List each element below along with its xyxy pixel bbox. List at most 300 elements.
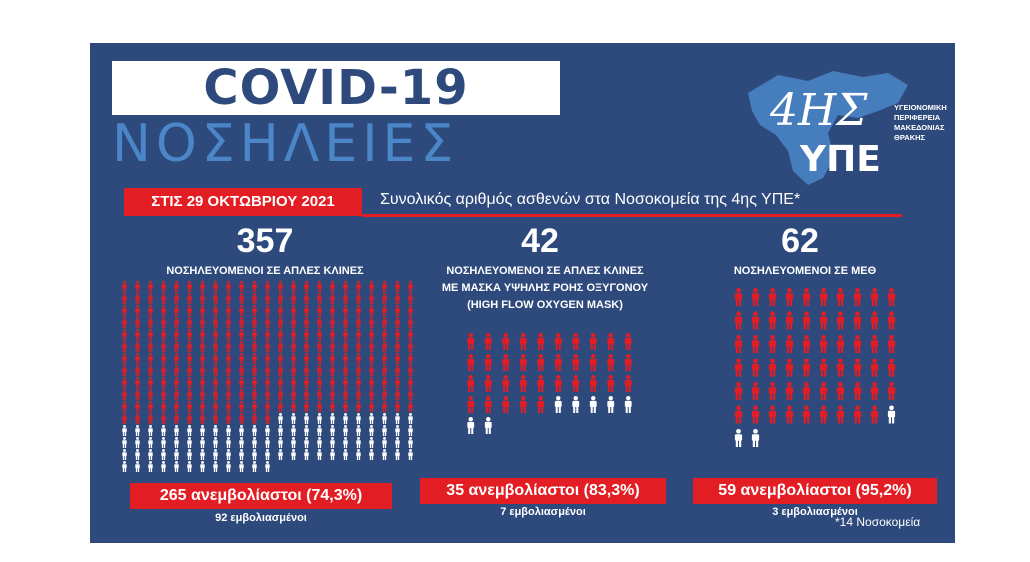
unvaccinated-patient-icon: [607, 354, 614, 371]
vaccinated-patient-icon: [226, 461, 230, 472]
vaccinated-patient-icon: [122, 425, 126, 436]
unvaccinated-patient-icon: [330, 389, 334, 400]
vaccinated-patient-icon: [343, 449, 347, 460]
vaccinated-patient-icon: [356, 437, 360, 448]
vaccinated-patient-icon: [213, 449, 217, 460]
unvaccinated-patient-icon: [239, 305, 243, 316]
unvaccinated-patient-icon: [252, 305, 256, 316]
unvaccinated-patient-icon: [555, 333, 562, 350]
unvaccinated-patient-icon: [291, 353, 295, 364]
unvaccinated-patient-icon: [382, 293, 386, 304]
vaccinated-patient-icon: [343, 413, 347, 424]
unvaccinated-patient-icon: [265, 293, 269, 304]
unvaccinated-patient-icon: [520, 354, 527, 371]
unvaccinated-patient-icon: [135, 365, 139, 376]
unvaccinated-patient-icon: [786, 335, 793, 353]
unvaccinated-patient-icon: [735, 382, 742, 400]
unvaccinated-patient-icon: [122, 377, 126, 388]
vaccinated-patient-icon: [304, 413, 308, 424]
unvaccinated-patient-icon: [200, 413, 204, 424]
unvaccinated-patient-icon: [226, 341, 230, 352]
unvaccinated-patient-icon: [369, 281, 373, 292]
unvaccinated-patient-icon: [148, 317, 152, 328]
vaccinated-patient-icon: [735, 429, 742, 447]
vaccinated-patient-icon: [382, 437, 386, 448]
vaccinated-patient-icon: [317, 413, 321, 424]
vaccinated-patient-icon: [161, 425, 165, 436]
unvaccinated-patient-icon: [369, 293, 373, 304]
unvaccinated-patient-icon: [369, 389, 373, 400]
unvaccinated-patient-icon: [226, 353, 230, 364]
unvaccinated-patient-icon: [265, 377, 269, 388]
vaccinated-patient-icon: [330, 413, 334, 424]
unvaccinated-patient-icon: [291, 401, 295, 412]
vaccinated-patient-icon: [304, 437, 308, 448]
unvaccinated-patient-icon: [213, 329, 217, 340]
description: Συνολικός αριθμός ασθενών στα Νοσοκομεία της 4ης ΥΠΕ*: [380, 191, 801, 208]
unvaccinated-patient-icon: [278, 317, 282, 328]
unvaccinated-patient-icon: [382, 389, 386, 400]
unvaccinated-patient-icon: [135, 377, 139, 388]
vaccinated-patient-icon: [161, 437, 165, 448]
vaccinated-patient-icon: [135, 425, 139, 436]
unvaccinated-patient-icon: [187, 389, 191, 400]
unvaccinated-patient-icon: [382, 329, 386, 340]
vaccinated-patient-icon: [200, 449, 204, 460]
unvaccinated-patient-icon: [871, 406, 878, 424]
vaccinated-patient-icon: [485, 417, 492, 434]
unvaccinated-patient-icon: [174, 389, 178, 400]
vaccinated-patient-icon: [291, 425, 295, 436]
unvaccinated-patient-icon: [304, 341, 308, 352]
vaccinated-patient-icon: [122, 461, 126, 472]
unvaccinated-patient-icon: [735, 312, 742, 330]
unvaccinated-patient-icon: [213, 305, 217, 316]
unvaccinated-patient-icon: [343, 377, 347, 388]
unvaccinated-patient-icon: [317, 281, 321, 292]
unvaccinated-patient-icon: [148, 365, 152, 376]
unvaccinated-patient-icon: [148, 401, 152, 412]
unvaccinated-patient-icon: [187, 305, 191, 316]
vaccinated-patient-icon: [174, 425, 178, 436]
unvaccinated-patient-icon: [395, 377, 399, 388]
unvaccinated-patient-icon: [148, 353, 152, 364]
footnote: *14 Νοσοκομεία: [835, 515, 921, 529]
unvaccinated-patient-icon: [213, 293, 217, 304]
unvaccinated-patient-icon: [356, 317, 360, 328]
unvaccinated-patient-icon: [317, 365, 321, 376]
vaccinated-patient-icon: [467, 417, 474, 434]
vaccinated-patient-icon: [252, 437, 256, 448]
unvaccinated-patient-icon: [304, 329, 308, 340]
unvaccinated-patient-icon: [752, 312, 759, 330]
unvaccinated-patient-icon: [395, 389, 399, 400]
unvaccinated-patient-icon: [213, 401, 217, 412]
unvaccinated-patient-icon: [265, 365, 269, 376]
unvaccinated-patient-icon: [356, 329, 360, 340]
unvaccinated-patient-icon: [161, 377, 165, 388]
unvaccinated-patient-icon: [572, 333, 579, 350]
vaccinated-patient-icon: [330, 437, 334, 448]
unvaccinated-patient-icon: [837, 406, 844, 424]
logo-line: ΜΑΚΕΔΟΝΙΑΣ: [894, 123, 945, 132]
unvaccinated-patient-icon: [369, 401, 373, 412]
unvaccinated-patient-icon: [148, 413, 152, 424]
unvaccinated-patient-icon: [356, 341, 360, 352]
unvaccinated-patient-icon: [317, 329, 321, 340]
unvaccinated-patient-icon: [803, 288, 810, 306]
unvaccinated-patient-icon: [278, 389, 282, 400]
unvaccinated-patient-icon: [135, 293, 139, 304]
vaccinated-patient-icon: [278, 449, 282, 460]
unvaccinated-patient-icon: [265, 413, 269, 424]
vaccinated-patient-icon: [187, 425, 191, 436]
unvaccinated-patient-icon: [135, 353, 139, 364]
unvaccinated-patient-icon: [278, 401, 282, 412]
vaccinated-patient-icon: [265, 449, 269, 460]
unvaccinated-patient-icon: [888, 359, 895, 377]
group-1-vaccinated: 92 εμβολιασμένοι: [215, 512, 307, 524]
vaccinated-patient-icon: [174, 449, 178, 460]
vaccinated-patient-icon: [265, 461, 269, 472]
unvaccinated-patient-icon: [304, 293, 308, 304]
unvaccinated-patient-icon: [356, 365, 360, 376]
vaccinated-patient-icon: [239, 461, 243, 472]
unvaccinated-patient-icon: [854, 312, 861, 330]
unvaccinated-patient-icon: [467, 354, 474, 371]
vaccinated-patient-icon: [161, 449, 165, 460]
vaccinated-patient-icon: [278, 425, 282, 436]
unvaccinated-patient-icon: [871, 335, 878, 353]
vaccinated-patient-icon: [213, 437, 217, 448]
logo-acronym: ΥΠΕ: [800, 139, 881, 180]
unvaccinated-patient-icon: [174, 293, 178, 304]
unvaccinated-patient-icon: [213, 413, 217, 424]
vaccinated-patient-icon: [408, 413, 412, 424]
unvaccinated-patient-icon: [161, 293, 165, 304]
unvaccinated-patient-icon: [888, 288, 895, 306]
unvaccinated-patient-icon: [343, 401, 347, 412]
unvaccinated-patient-icon: [330, 365, 334, 376]
unvaccinated-patient-icon: [485, 375, 492, 392]
unvaccinated-patient-icon: [135, 329, 139, 340]
unvaccinated-patient-icon: [625, 333, 632, 350]
unvaccinated-patient-icon: [239, 365, 243, 376]
unvaccinated-patient-icon: [330, 317, 334, 328]
unvaccinated-patient-icon: [278, 365, 282, 376]
unvaccinated-patient-icon: [161, 317, 165, 328]
infographic-panel: [90, 43, 955, 543]
unvaccinated-patient-icon: [382, 377, 386, 388]
unvaccinated-patient-icon: [520, 333, 527, 350]
unvaccinated-patient-icon: [752, 406, 759, 424]
unvaccinated-patient-icon: [226, 305, 230, 316]
vaccinated-patient-icon: [278, 437, 282, 448]
vaccinated-patient-icon: [317, 425, 321, 436]
vaccinated-patient-icon: [369, 449, 373, 460]
unvaccinated-patient-icon: [343, 329, 347, 340]
unvaccinated-patient-icon: [265, 317, 269, 328]
unvaccinated-patient-icon: [854, 382, 861, 400]
unvaccinated-patient-icon: [278, 377, 282, 388]
group-2-label-line: (HIGH FLOW OXYGEN MASK): [467, 299, 623, 311]
unvaccinated-patient-icon: [291, 389, 295, 400]
unvaccinated-patient-icon: [239, 329, 243, 340]
unvaccinated-patient-icon: [174, 377, 178, 388]
unvaccinated-patient-icon: [239, 389, 243, 400]
unvaccinated-patient-icon: [537, 396, 544, 413]
unvaccinated-patient-icon: [625, 375, 632, 392]
unvaccinated-patient-icon: [395, 353, 399, 364]
unvaccinated-patient-icon: [820, 406, 827, 424]
logo-text: [894, 103, 954, 143]
vaccinated-patient-icon: [148, 461, 152, 472]
unvaccinated-patient-icon: [343, 293, 347, 304]
unvaccinated-patient-icon: [226, 377, 230, 388]
vaccinated-patient-icon: [356, 413, 360, 424]
unvaccinated-patient-icon: [356, 305, 360, 316]
unvaccinated-patient-icon: [854, 406, 861, 424]
unvaccinated-patient-icon: [239, 353, 243, 364]
vaccinated-patient-icon: [278, 413, 282, 424]
unvaccinated-patient-icon: [226, 293, 230, 304]
unvaccinated-patient-icon: [485, 354, 492, 371]
unvaccinated-patient-icon: [537, 354, 544, 371]
unvaccinated-patient-icon: [187, 341, 191, 352]
group-2-vaccinated: 7 εμβολιασμένοι: [500, 506, 586, 518]
logo-mark: 4ΗΣ: [770, 85, 868, 136]
unvaccinated-patient-icon: [122, 281, 126, 292]
vaccinated-patient-icon: [369, 425, 373, 436]
unvaccinated-patient-icon: [820, 382, 827, 400]
vaccinated-patient-icon: [213, 461, 217, 472]
unvaccinated-patient-icon: [135, 401, 139, 412]
unvaccinated-patient-icon: [837, 288, 844, 306]
unvaccinated-patient-icon: [769, 288, 776, 306]
unvaccinated-patient-icon: [820, 288, 827, 306]
unvaccinated-patient-icon: [786, 382, 793, 400]
unvaccinated-patient-icon: [382, 341, 386, 352]
unvaccinated-patient-icon: [382, 305, 386, 316]
unvaccinated-patient-icon: [752, 288, 759, 306]
unvaccinated-patient-icon: [330, 341, 334, 352]
unvaccinated-patient-icon: [607, 375, 614, 392]
unvaccinated-patient-icon: [161, 353, 165, 364]
vaccinated-patient-icon: [330, 425, 334, 436]
unvaccinated-patient-icon: [304, 389, 308, 400]
vaccinated-patient-icon: [382, 413, 386, 424]
unvaccinated-patient-icon: [200, 281, 204, 292]
unvaccinated-patient-icon: [369, 329, 373, 340]
unvaccinated-patient-icon: [148, 305, 152, 316]
unvaccinated-patient-icon: [226, 401, 230, 412]
unvaccinated-patient-icon: [239, 293, 243, 304]
unvaccinated-patient-icon: [330, 329, 334, 340]
unvaccinated-patient-icon: [803, 359, 810, 377]
unvaccinated-patient-icon: [135, 317, 139, 328]
vaccinated-patient-icon: [174, 437, 178, 448]
unvaccinated-patient-icon: [888, 382, 895, 400]
unvaccinated-patient-icon: [200, 341, 204, 352]
unvaccinated-patient-icon: [330, 293, 334, 304]
unvaccinated-patient-icon: [148, 329, 152, 340]
vaccinated-patient-icon: [252, 425, 256, 436]
unvaccinated-patient-icon: [572, 375, 579, 392]
unvaccinated-patient-icon: [382, 365, 386, 376]
unvaccinated-patient-icon: [786, 359, 793, 377]
unvaccinated-patient-icon: [485, 396, 492, 413]
unvaccinated-patient-icon: [820, 359, 827, 377]
unvaccinated-patient-icon: [343, 365, 347, 376]
unvaccinated-patient-icon: [520, 375, 527, 392]
unvaccinated-patient-icon: [369, 353, 373, 364]
unvaccinated-patient-icon: [590, 375, 597, 392]
unvaccinated-patient-icon: [786, 406, 793, 424]
unvaccinated-patient-icon: [291, 293, 295, 304]
vaccinated-patient-icon: [252, 461, 256, 472]
unvaccinated-patient-icon: [213, 341, 217, 352]
unvaccinated-patient-icon: [408, 329, 412, 340]
vaccinated-patient-icon: [187, 461, 191, 472]
group-1-label: [110, 263, 420, 280]
unvaccinated-patient-icon: [122, 305, 126, 316]
logo-line: ΠΕΡΙΦΕΡΕΙΑ: [894, 113, 941, 122]
unvaccinated-patient-icon: [735, 335, 742, 353]
vaccinated-patient-icon: [148, 449, 152, 460]
unvaccinated-patient-icon: [837, 359, 844, 377]
vaccinated-patient-icon: [135, 461, 139, 472]
unvaccinated-patient-icon: [786, 288, 793, 306]
unvaccinated-patient-icon: [135, 341, 139, 352]
unvaccinated-patient-icon: [239, 377, 243, 388]
unvaccinated-patient-icon: [395, 401, 399, 412]
unvaccinated-patient-icon: [752, 359, 759, 377]
unvaccinated-patient-icon: [735, 359, 742, 377]
unvaccinated-patient-icon: [871, 288, 878, 306]
unvaccinated-patient-icon: [135, 389, 139, 400]
vaccinated-patient-icon: [607, 396, 614, 413]
unvaccinated-patient-icon: [803, 335, 810, 353]
unvaccinated-patient-icon: [485, 333, 492, 350]
group-2-label-line: ΜΕ ΜΑΣΚΑ ΥΨΗΛΗΣ ΡΟΗΣ ΟΞΥΓΟΝΟΥ: [441, 282, 649, 294]
unvaccinated-patient-icon: [356, 389, 360, 400]
unvaccinated-patient-icon: [122, 329, 126, 340]
unvaccinated-patient-icon: [174, 353, 178, 364]
unvaccinated-patient-icon: [502, 375, 509, 392]
unvaccinated-patient-icon: [343, 281, 347, 292]
vaccinated-patient-icon: [226, 425, 230, 436]
vaccinated-patient-icon: [752, 429, 759, 447]
unvaccinated-patient-icon: [735, 406, 742, 424]
unvaccinated-patient-icon: [369, 317, 373, 328]
unvaccinated-patient-icon: [537, 375, 544, 392]
unvaccinated-patient-icon: [607, 333, 614, 350]
vaccinated-patient-icon: [213, 425, 217, 436]
unvaccinated-patient-icon: [752, 382, 759, 400]
unvaccinated-patient-icon: [317, 341, 321, 352]
unvaccinated-patient-icon: [200, 353, 204, 364]
unvaccinated-patient-icon: [343, 341, 347, 352]
unvaccinated-patient-icon: [213, 377, 217, 388]
unvaccinated-patient-icon: [291, 281, 295, 292]
unvaccinated-patient-icon: [226, 317, 230, 328]
unvaccinated-patient-icon: [291, 329, 295, 340]
page-subtitle: ΝΟΣΗΛΕΙΕΣ: [112, 114, 459, 174]
unvaccinated-patient-icon: [187, 353, 191, 364]
vaccinated-patient-icon: [395, 425, 399, 436]
unvaccinated-patient-icon: [122, 389, 126, 400]
unvaccinated-patient-icon: [200, 401, 204, 412]
unvaccinated-patient-icon: [239, 401, 243, 412]
unvaccinated-patient-icon: [239, 341, 243, 352]
unvaccinated-patient-icon: [408, 377, 412, 388]
unvaccinated-patient-icon: [317, 389, 321, 400]
unvaccinated-patient-icon: [769, 312, 776, 330]
unvaccinated-patient-icon: [769, 382, 776, 400]
unvaccinated-patient-icon: [213, 365, 217, 376]
unvaccinated-patient-icon: [161, 389, 165, 400]
unvaccinated-patient-icon: [265, 329, 269, 340]
unvaccinated-patient-icon: [369, 305, 373, 316]
unvaccinated-patient-icon: [572, 354, 579, 371]
unvaccinated-patient-icon: [213, 281, 217, 292]
unvaccinated-patient-icon: [226, 329, 230, 340]
unvaccinated-patient-icon: [304, 353, 308, 364]
vaccinated-patient-icon: [265, 425, 269, 436]
unvaccinated-patient-icon: [291, 365, 295, 376]
group-3-total: 62: [781, 222, 819, 260]
vaccinated-patient-icon: [239, 449, 243, 460]
unvaccinated-patient-icon: [803, 312, 810, 330]
group-2-unvaccinated: 35 ανεμβολίαστοι (83,3%): [420, 478, 666, 504]
unvaccinated-patient-icon: [820, 312, 827, 330]
unvaccinated-patient-icon: [174, 341, 178, 352]
vaccinated-patient-icon: [304, 449, 308, 460]
unvaccinated-patient-icon: [135, 413, 139, 424]
group-3-pictogram: [730, 288, 910, 448]
unvaccinated-patient-icon: [395, 365, 399, 376]
group-1-pictogram: [118, 281, 418, 479]
unvaccinated-patient-icon: [837, 335, 844, 353]
unvaccinated-patient-icon: [226, 413, 230, 424]
unvaccinated-patient-icon: [278, 341, 282, 352]
unvaccinated-patient-icon: [200, 293, 204, 304]
group-3-unvaccinated: 59 ανεμβολίαστοι (95,2%): [693, 478, 937, 504]
vaccinated-patient-icon: [122, 437, 126, 448]
unvaccinated-patient-icon: [239, 281, 243, 292]
unvaccinated-patient-icon: [187, 401, 191, 412]
vaccinated-patient-icon: [382, 425, 386, 436]
unvaccinated-patient-icon: [161, 329, 165, 340]
unvaccinated-patient-icon: [304, 377, 308, 388]
vaccinated-patient-icon: [317, 437, 321, 448]
unvaccinated-patient-icon: [382, 353, 386, 364]
unvaccinated-patient-icon: [200, 365, 204, 376]
unvaccinated-patient-icon: [278, 281, 282, 292]
vaccinated-patient-icon: [555, 396, 562, 413]
unvaccinated-patient-icon: [343, 317, 347, 328]
unvaccinated-patient-icon: [304, 401, 308, 412]
unvaccinated-patient-icon: [625, 354, 632, 371]
unvaccinated-patient-icon: [122, 341, 126, 352]
unvaccinated-patient-icon: [467, 375, 474, 392]
unvaccinated-patient-icon: [252, 281, 256, 292]
unvaccinated-patient-icon: [122, 413, 126, 424]
group-1-label-line: ΝΟΣΗΛΕΥΟΜΕΝΟΙ ΣΕ ΑΠΛΕΣ ΚΛΙΝΕΣ: [166, 265, 364, 277]
unvaccinated-patient-icon: [161, 401, 165, 412]
unvaccinated-patient-icon: [330, 305, 334, 316]
unvaccinated-patient-icon: [252, 353, 256, 364]
